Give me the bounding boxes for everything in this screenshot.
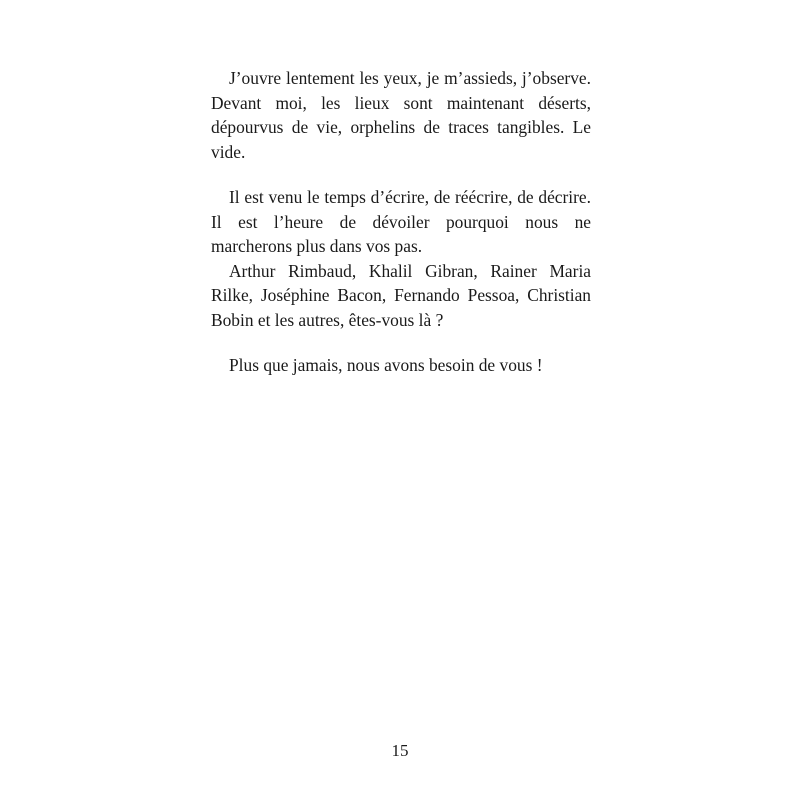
paragraph-time-to-write: Il est venu le temps d’écrire, de réécrire, de décrire. Il est l’heure de dévoiler pourquoi nous ne marcherons plus dans vos pas. <box>211 187 591 256</box>
paragraph-spacer <box>211 332 591 353</box>
body-text <box>211 66 591 378</box>
paragraph-spacer <box>211 164 591 185</box>
paragraph-opening: J’ouvre lentement les yeux, je m’assieds, j’observe. Devant moi, les lieux sont maintenant déserts, dépourvus de vie, orphelins de traces tangibles. Le vide. <box>211 68 591 162</box>
page-number: 15 <box>391 741 409 760</box>
paragraph-poets: Arthur Rimbaud, Khalil Gibran, Rainer Maria Rilke, Joséphine Bacon, Fernando Pessoa, Christian Bobin et les autres, êtes-vous là ? <box>211 260 591 330</box>
paragraph-closing: Plus que jamais, nous avons besoin de vous ! <box>229 355 543 375</box>
